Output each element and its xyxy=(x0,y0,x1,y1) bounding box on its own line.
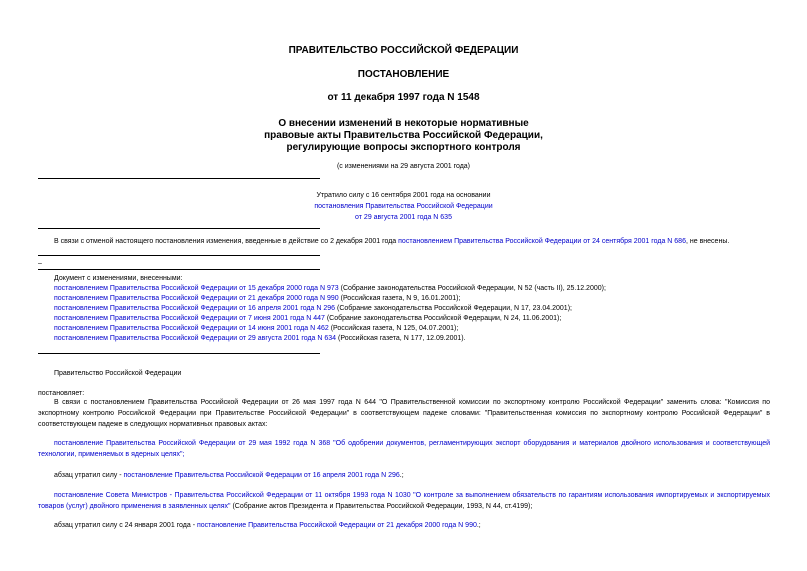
title-line: регулирующие вопросы экспортного контроля xyxy=(286,142,521,153)
changes-item-source: (Собрание законодательства Российской Федерации, N 52 (часть II), 25.12.2000); xyxy=(338,285,606,292)
title-line: О внесении изменений в некоторые нормативные xyxy=(278,118,529,129)
document-title xyxy=(0,118,807,154)
changes-item xyxy=(54,284,606,294)
amended-act-item-2 xyxy=(38,490,770,512)
repeal-link-line[interactable]: постановления Правительства Российской Федерации xyxy=(314,203,493,210)
repeal-link-date[interactable] xyxy=(0,212,807,223)
cancel-note-link[interactable]: постановлением Правительства Российской Федерации от 24 сентября 2001 года N 686 xyxy=(398,238,686,245)
changes-item-link[interactable]: постановлением Правительства Российской Федерации от 16 апреля 2001 года N 296 xyxy=(54,305,336,312)
changes-item-link[interactable]: постановлением Правительства Российской Федерации от 14 июня 2001 года N 462 xyxy=(54,325,329,332)
divider xyxy=(38,228,320,229)
repealed-link[interactable]: постановление Правительства Российской Федерации от 21 декабря 2000 года N 990 xyxy=(197,522,477,529)
amended-act-item-1[interactable]: постановление Правительства Российской Федерации от 29 мая 1992 года N 368 "Об одобрении документов, регламентирующих экспорт оборудования и материалов двойного использования и соответствующей технологии, применяемых в ядерных целях"; xyxy=(38,440,770,458)
changes-item-link[interactable]: постановлением Правительства Российской Федерации от 29 августа 2001 года N 634 xyxy=(54,335,337,342)
amended-act-source: (Собрание актов Президента и Правительства Российской Федерации, 1993, N 44, ст.4199); xyxy=(230,503,533,510)
date-number: от 11 декабря 1997 года N 1548 xyxy=(327,92,480,103)
divider xyxy=(38,178,320,179)
changes-item xyxy=(54,314,606,324)
changes-item xyxy=(54,334,606,344)
repeal-notice xyxy=(0,190,807,223)
repealed-paragraph-1 xyxy=(54,471,404,481)
repealed-paragraph-2 xyxy=(54,521,481,531)
changes-list xyxy=(54,284,606,344)
cancel-note-end: , не внесены. xyxy=(685,238,730,245)
changes-item-link[interactable]: постановлением Правительства Российской Федерации от 15 декабря 2000 года N 973 xyxy=(54,285,339,292)
repealed-text: абзац утратил силу - xyxy=(54,472,124,479)
repeal-text: Утратило силу с 16 сентября 2001 года на основании xyxy=(316,192,491,199)
dash-mark: – xyxy=(38,260,42,267)
cancel-note-text: В связи с отменой настоящего постановления изменения, введенные в действие со 2 декабря 2001 года xyxy=(54,238,399,245)
decides: постановляет: xyxy=(38,390,85,397)
repeal-link[interactable] xyxy=(0,201,807,212)
government-heading: ПРАВИТЕЛЬСТВО РОССИЙСКОЙ ФЕДЕРАЦИИ xyxy=(288,45,519,56)
repealed-link[interactable]: постановление Правительства Российской Федерации от 16 апреля 2001 года N 296 xyxy=(123,472,400,479)
changes-item-source: (Российская газета, N 9, 16.01.2001); xyxy=(338,295,461,302)
changes-item-source: (Российская газета, N 125, 04.07.2001); xyxy=(328,325,459,332)
cancel-note xyxy=(54,237,729,247)
changes-item xyxy=(54,324,606,334)
amended-act-link[interactable]: постановление Совета Министров - Правительства Российской Федерации от 11 октября 1993 года N 1030 "О контроле за выполнением обязательств по гарантиям использования импортируемых и экспортируемых товаров (услуг) двойного применения в заявленных целях" xyxy=(38,492,770,510)
changes-item-source: (Собрание законодательства Российской Федерации, N 17, 23.04.2001); xyxy=(335,305,572,312)
changes-item-source: (Собрание законодательства Российской Федерации, N 24, 11.06.2001); xyxy=(324,315,562,322)
changes-item-link[interactable]: постановлением Правительства Российской Федерации от 21 декабря 2000 года N 990 xyxy=(54,295,339,302)
repeal-link-line[interactable]: от 29 августа 2001 года N 635 xyxy=(355,214,452,221)
amended-note: (с изменениями на 29 августа 2001 года) xyxy=(336,163,471,170)
changes-item xyxy=(54,294,606,304)
divider xyxy=(38,269,320,270)
main-paragraph: В связи с постановлением Правительства Российской Федерации от 26 мая 1997 года N 644 "О Правительственной комиссии по экспортному контролю Российской Федерации" заменить слова: "Комиссия по экспортному контролю Российской Федерации при Правительстве Российской Федерации" в соответствующем падеже словами: "Правительственная комиссия по экспортному контролю Российской Федерации" в соответствующем падеже в следующих нормативных правовых актах: xyxy=(38,399,770,428)
doc-type-heading: ПОСТАНОВЛЕНИЕ xyxy=(357,69,450,80)
repealed-text: абзац утратил силу с 24 января 2001 года - xyxy=(54,522,197,529)
changes-item-link[interactable]: постановлением Правительства Российской Федерации от 7 июня 2001 года N 447 xyxy=(54,315,325,322)
title-line: правовые акты Правительства Российской Федерации, xyxy=(264,130,543,141)
divider xyxy=(38,255,320,256)
repealed-end: .; xyxy=(399,472,404,479)
repealed-end: .; xyxy=(476,522,481,529)
changes-heading: Документ с изменениями, внесенными: xyxy=(54,275,183,282)
changes-item-source: (Российская газета, N 177, 12.09.2001). xyxy=(336,335,466,342)
changes-item xyxy=(54,304,606,314)
issuer: Правительство Российской Федерации xyxy=(54,370,182,377)
divider xyxy=(38,353,320,354)
